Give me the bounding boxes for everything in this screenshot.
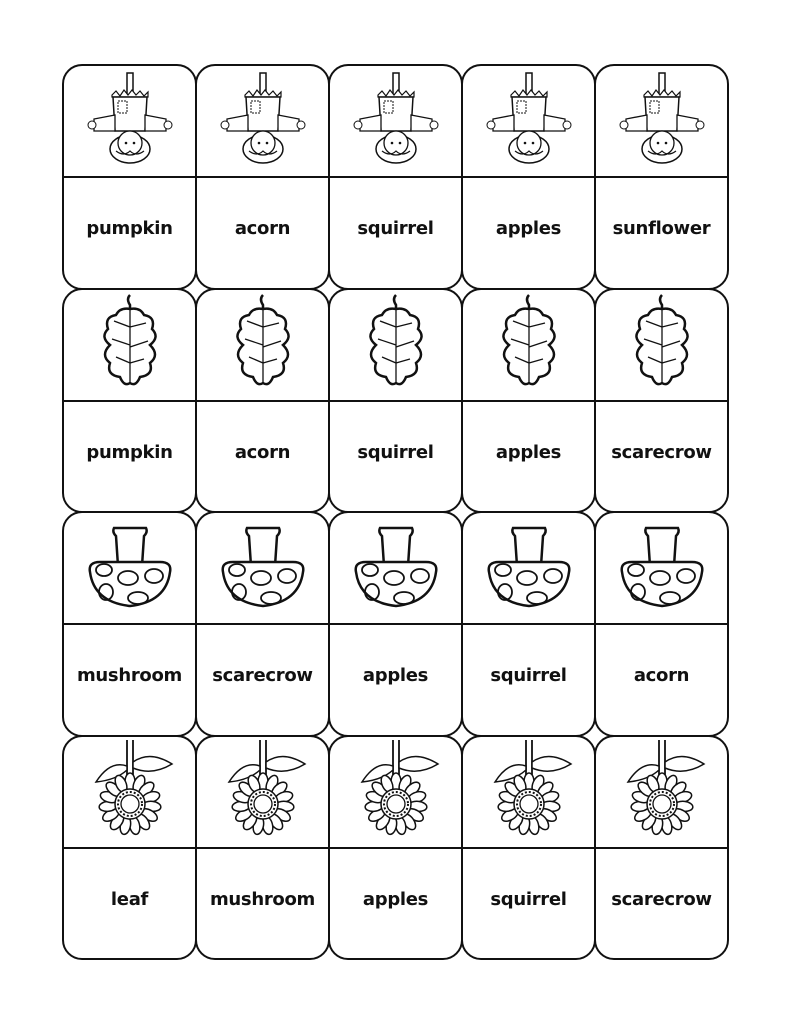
- word-card: [195, 511, 330, 737]
- card-word: scarecrow: [611, 888, 712, 910]
- sunflower-icon: [80, 740, 180, 844]
- card-word: squirrel: [490, 888, 567, 910]
- mushroom-icon: [346, 516, 446, 620]
- card-word: scarecrow: [611, 441, 712, 463]
- word-card: [594, 64, 729, 290]
- card-word: pumpkin: [86, 218, 173, 240]
- word-card: [461, 735, 596, 961]
- card-word: mushroom: [76, 665, 183, 687]
- scarecrow-icon: [346, 69, 446, 173]
- card-word: leaf: [110, 888, 149, 910]
- card-picture: [596, 66, 727, 178]
- word-card: [461, 64, 596, 290]
- mushroom-icon: [80, 516, 180, 620]
- word-card: [594, 511, 729, 737]
- card-picture: [197, 66, 328, 178]
- card-word: mushroom: [209, 888, 316, 910]
- card-word: squirrel: [357, 218, 434, 240]
- mushroom-icon: [479, 516, 579, 620]
- card-picture: [330, 737, 461, 849]
- card-picture: [330, 290, 461, 402]
- oak-leaf-icon: [612, 293, 712, 397]
- oak-leaf-icon: [346, 293, 446, 397]
- card-word: acorn: [234, 441, 291, 463]
- card-word: squirrel: [357, 441, 434, 463]
- card-word: scarecrow: [212, 665, 313, 687]
- card-picture: [596, 290, 727, 402]
- card-word: squirrel: [490, 665, 567, 687]
- word-card: [594, 735, 729, 961]
- word-card: [62, 511, 197, 737]
- card-word: apples: [495, 441, 562, 463]
- word-card: [328, 64, 463, 290]
- scarecrow-icon: [612, 69, 712, 173]
- word-card: [328, 511, 463, 737]
- word-card: [328, 735, 463, 961]
- word-card: [195, 735, 330, 961]
- card-word: apples: [362, 665, 429, 687]
- oak-leaf-icon: [213, 293, 313, 397]
- card-picture: [463, 513, 594, 625]
- card-picture: [463, 290, 594, 402]
- card-word: apples: [362, 888, 429, 910]
- oak-leaf-icon: [479, 293, 579, 397]
- card-picture: [197, 513, 328, 625]
- card-picture: [330, 66, 461, 178]
- mushroom-icon: [612, 516, 712, 620]
- sunflower-icon: [479, 740, 579, 844]
- card-picture: [64, 737, 195, 849]
- card-picture: [64, 290, 195, 402]
- word-card: [461, 288, 596, 514]
- card-picture: [463, 737, 594, 849]
- word-card: [62, 735, 197, 961]
- word-card: [328, 288, 463, 514]
- word-card: [62, 288, 197, 514]
- word-card: [62, 64, 197, 290]
- sunflower-icon: [612, 740, 712, 844]
- card-word: pumpkin: [86, 441, 173, 463]
- sunflower-icon: [213, 740, 313, 844]
- word-card: [195, 288, 330, 514]
- word-card: [461, 511, 596, 737]
- scarecrow-icon: [213, 69, 313, 173]
- card-word: apples: [495, 218, 562, 240]
- word-card: [195, 64, 330, 290]
- card-picture: [330, 513, 461, 625]
- card-word: acorn: [633, 665, 690, 687]
- card-picture: [64, 513, 195, 625]
- scarecrow-icon: [479, 69, 579, 173]
- mushroom-icon: [213, 516, 313, 620]
- card-word: acorn: [234, 218, 291, 240]
- scarecrow-icon: [80, 69, 180, 173]
- sunflower-icon: [346, 740, 446, 844]
- card-picture: [197, 737, 328, 849]
- oak-leaf-icon: [80, 293, 180, 397]
- word-picture-card-grid: [63, 65, 728, 959]
- card-word: sunflower: [612, 218, 711, 240]
- card-picture: [197, 290, 328, 402]
- card-picture: [596, 737, 727, 849]
- card-picture: [596, 513, 727, 625]
- card-picture: [64, 66, 195, 178]
- card-picture: [463, 66, 594, 178]
- word-card: [594, 288, 729, 514]
